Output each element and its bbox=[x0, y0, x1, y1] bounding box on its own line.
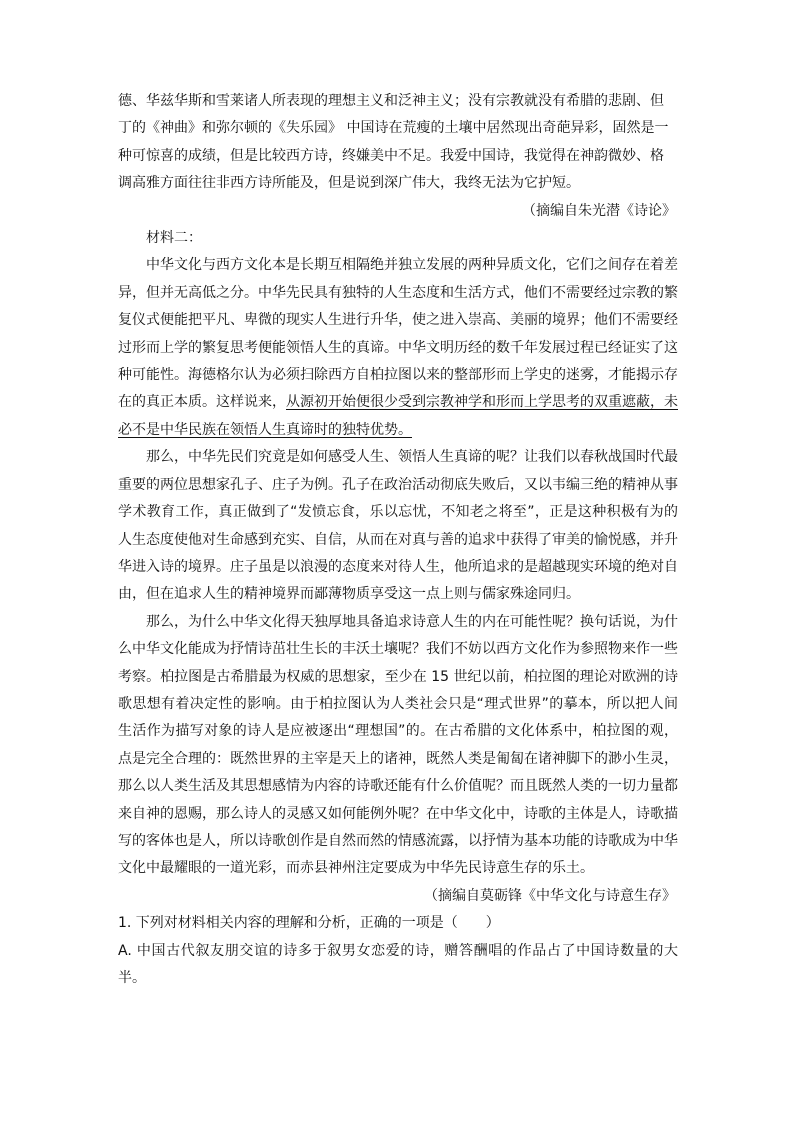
material1-line: 调高雅方面往往非西方诗所能及，但是说到深广伟大，我终无法为它护短。 bbox=[118, 175, 580, 192]
paragraph-1 bbox=[118, 252, 678, 444]
question-stem: 1. 下列对材料相关内容的理解和分析，正确的一项是（ ） bbox=[118, 915, 500, 932]
source-citation-2: （摘编自莫砺锋《中华文化与诗意生存》 bbox=[424, 887, 676, 904]
paragraph-2: 那么，中华先民们究竟是如何感受人生、领悟人生真谛的呢？让我们以春秋战国时代最重要的两位思想家孔子、庄子为例。孔子在政治活动彻底失败后，又以韦编三绝的精神从事学术教育工作，真正做到了“发愤忘食，乐以忘忧，不知老之将至”，正是这种积极有为的人生态度使他对生命感到充实、自信，从而在对真与善的追求中获得了审美的愉悦感，并升华进入诗的境界。庄子虽是以浪漫的态度来对待人生，他所追求的是超越现实环境的绝对自由，但在追求人生的精神境界而鄙薄物质享受这一点上则与儒家殊途同归。 bbox=[118, 449, 678, 603]
document-page bbox=[118, 88, 678, 992]
underlined-sentence: 从源初开始便很少受到宗教神学和形而上学思考的双重遮蔽，未必不是中华民族在领悟人生真谛时的独特优势。 bbox=[118, 394, 678, 438]
paragraph-3: 那么，为什么中华文化得天独厚地具备追求诗意人生的内在可能性呢？换句话说，为什么中华文化能成为抒情诗茁壮生长的丰沃土壤呢？我们不妨以西方文化作为参照物来作一些考察。柏拉图是古希腊最为权威的思想家，至少在 15 世纪以前，柏拉图的理论对欧洲的诗歌思想有着决定性的影响。由于柏拉图认为人类社会只是“理式世界”的摹本，所以把人间生活作为描写对象的诗人是应被逐出“理想国”的。在古希腊的文化体系中，柏拉图的观，点是完全合理的：既然世界的主宰是天上的诸神，既然人类是匍匐在诸神脚下的渺小生灵，那么以人类生活及其思想感情为内容的诗歌还能有什么价值呢？而且既然人类的一切力量都来自神的恩赐，那么诗人的灵感又如何能例外呢？在中华文化中，诗歌的主体是人，诗歌描写的客体也是人，所以诗歌创作是自然而然的情感流露，以抒情为基本功能的诗歌成为中华文化中最耀眼的一道光彩，而赤县神州注定要成为中华先民诗意生存的乐土。 bbox=[118, 613, 678, 877]
question-option-a: A. 中国古代叙友朋交谊的诗多于叙男女恋爱的诗，赠答酬唱的作品占了中国诗数量的大半。 bbox=[118, 942, 678, 986]
material1-line: 丁的《神曲》和弥尔顿的《失乐园》 中国诗在荒瘦的土壤中居然现出奇葩异彩，固然是一 bbox=[118, 120, 669, 137]
paragraph-1-text: 中华文化与西方文化本是长期互相隔绝并独立发展的两种异质文化，它们之间存在着差异，但并无高低之分。中华先民具有独特的人生态度和生活方式，他们不需要经过宗教的繁复仪式便能把平凡、卑微的现实人生进行升华，使之进入崇高、美丽的境界；他们不需要经过形而上学的繁复思考便能领悟人生的真谛。中华文明历经的数千年发展过程已经证实了这种可能性。海德格尔认为必须扫除西方自柏拉图以来的整部形而上学史的迷雾，才能揭示存在的真正本质。这样说来， bbox=[118, 257, 678, 411]
material2-label: 材料二： bbox=[146, 230, 202, 247]
source-citation-1: （摘编自朱光潜《诗论》 bbox=[522, 202, 676, 219]
material1-line: 德、华兹华斯和雪莱诸人所表现的理想主义和泛神主义；没有宗教就没有希腊的悲剧、但 bbox=[118, 93, 664, 109]
material1-line: 种可惊喜的成绩，但是比较西方诗，终嫌美中不足。我爱中国诗，我觉得在神韵微妙、格 bbox=[118, 147, 664, 164]
